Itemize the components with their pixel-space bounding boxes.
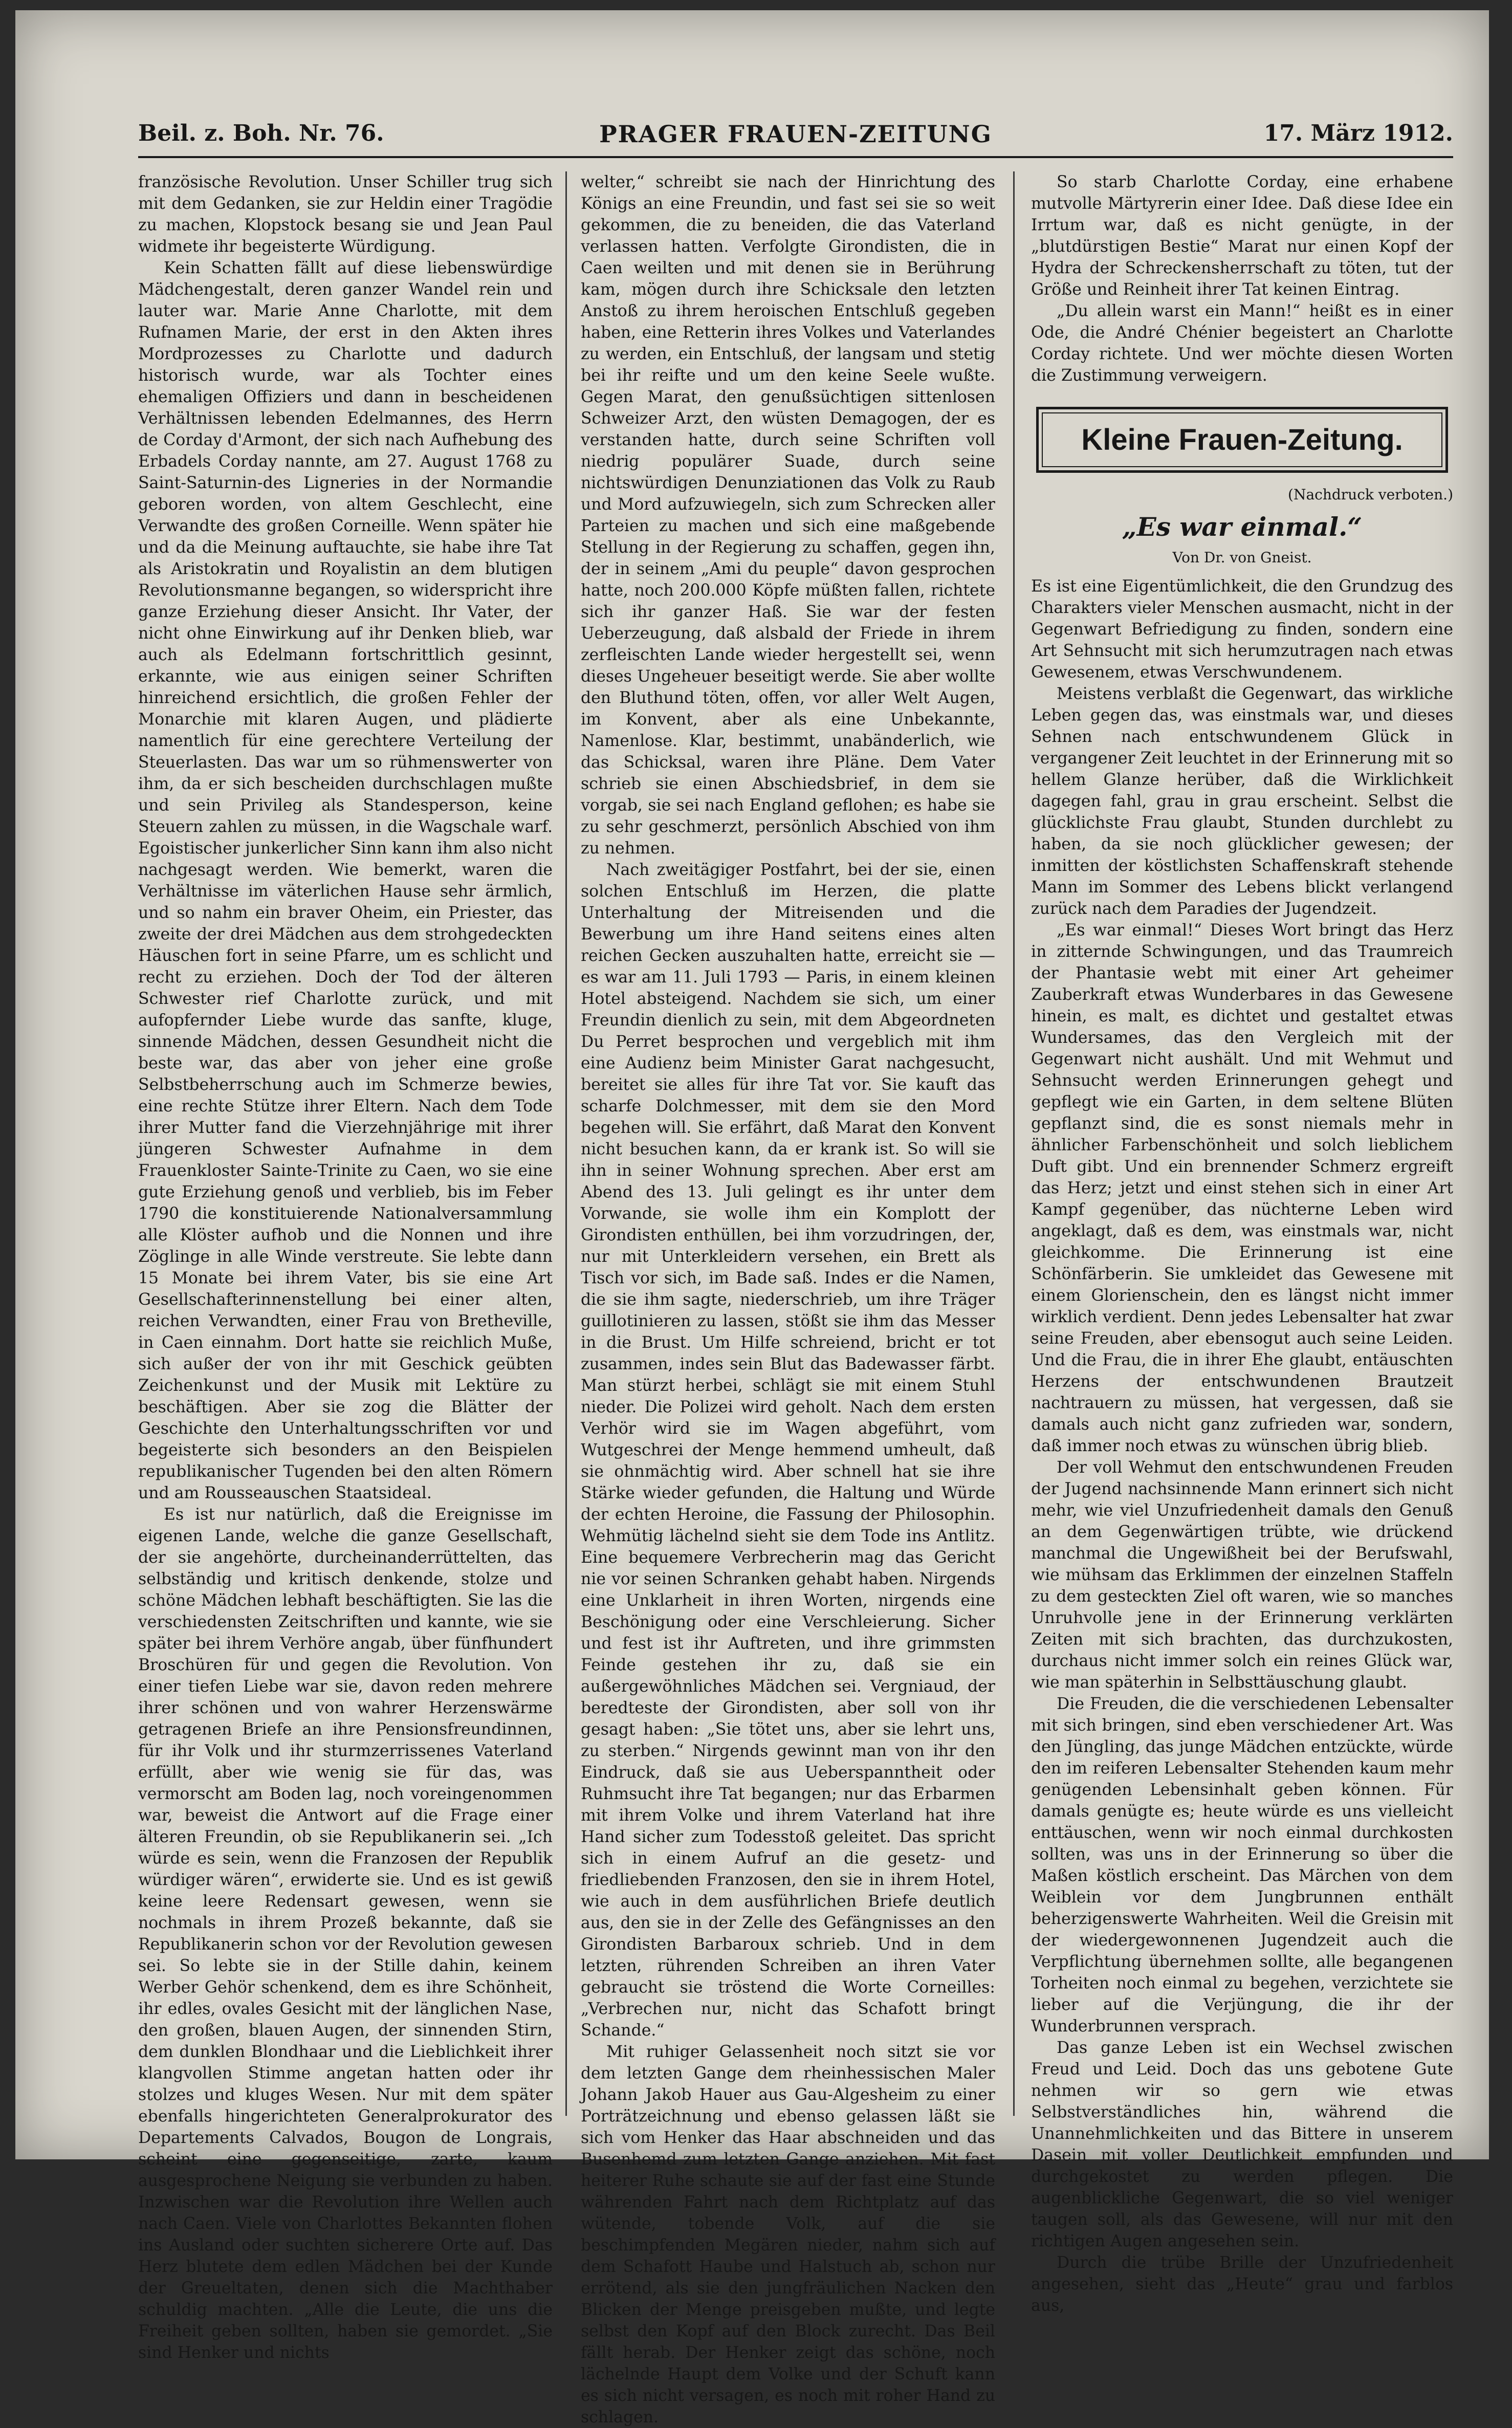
paragraph: französische Revolution. Unser Schiller trug sich mit dem Gedanken, sie zur Heldin einer Tragödie zu machen, Klopstock besang sie und Jean Paul widmete ihr begeisterte Würdigung. <box>138 173 553 256</box>
paragraph: Das ganze Leben ist ein Wechsel zwischen Freud und Leid. Doch das uns gebotene Gute nehmen wir so gern wie etwas Selbstverständliches hin, während die Unannehmlichkeiten und das Bittere in unserem Dasein mit voller Deutlichkeit empfunden und durchgekostet zu werden pflegen. Die augenblickliche Gegenwart, die so viel weniger taugen soll, als das Gewesene, will nur mit den richtigen Augen angesehen sein. <box>1031 2039 1453 2250</box>
paragraph: Die Freuden, die die verschiedenen Lebensalter mit sich bringen, sind eben verschiedener Art. Was den Jüngling, das junge Mädchen entzückte, würde den im reiferen Lebensalter Stehenden kaum mehr genügenden Lebensinhalt geben können. Für damals genügte es; heute würde es uns vielleicht enttäuschen, wenn wir noch einmal durchkosten sollten, was uns in der Erinnerung so über die Maßen köstlich erscheint. Das Märchen von dem Weiblein vor dem Jungbrunnen enthält beherzigenswerte Wahrheiten. Weil die Greisin mit der wiedergewonnenen Jugendzeit auch die Verpflichtung übernehmen sollte, alle begangenen Torheiten noch einmal zu begehen, verzichtete sie lieber auf die Verjüngung, die ihr der Wunderbrunnen versprach. <box>1031 1695 1453 2036</box>
article-author: Von Dr. von Gneist. <box>1172 549 1312 566</box>
paragraph: Meistens verblaßt die Gegenwart, das wirkliche Leben gegen das, was einstmals war, und dieses Sehnen nach entschwundenem Glück in vergangener Zeit leuchtet in der Erinnerung mit so hellem Glanze herüber, daß die Wirklichkeit dagegen fahl, grau in grau erscheint. Selbst die glücklichste Frau glaubt, Stunden durchlebt zu haben, da sie noch glücklicher gewesen; der inmitten der köstlichsten Schaffenskraft stehende Mann im Sommer des Lebens blickt verlangend zurück nach dem Paradies der Jugendzeit. <box>1031 685 1453 918</box>
paragraph: Kein Schatten fällt auf diese liebenswürdige Mädchengestalt, deren ganzer Wandel rein und lauter war. Marie Anne Charlotte, mit dem Rufnamen Marie, der erst in den Akten ihres Mordprozesses zu Charlotte und dadurch historisch wurde, war als Tochter eines ehemaligen Offiziers und dann in bescheidenen Verhältnissen lebenden Edelmannes, des Herrn de Corday d'Armont, der sich nach Aufhebung des Erbadels Corday nannte, am 27. August 1768 zu Saint-Saturnin-des Ligneries in der Normandie geboren worden, von altem Geschlecht, eine Verwandte des großen Corneille. Wenn später hie und da die Meinung auftauchte, sie habe ihre Tat als Aristokratin und Royalistin an dem blutigen Revolutionsmanne begangen, so widerspricht ihre ganze Erziehung dieser Ansicht. Ihr Vater, der nicht ohne Einwirkung auf ihr Denken blieb, war auch als Edelmann fortschrittlich gesinnt, erkannte, wie aus einigen seiner Schriften hinreichend ersichtlich, die großen Fehler der Monarchie mit klaren Augen, und plädierte namentlich für eine gerechtere Verteilung der Steuerlasten. Das war um so rühmenswerter von ihm, da er sich bescheiden durchschlagen mußte und sein Privileg als Standesperson, keine Steuern zahlen zu müssen, in die Wagschale warf. Egoistischer junkerlicher Sinn kann ihm also nicht nachgesagt werden. Wie bemerkt, waren die Verhältnisse im väterlichen Hause sehr ärmlich, und so nahm ein braver Oheim, ein Priester, das zweite der drei Mädchen aus dem strohgedeckten Häuschen fort in seine Pfarre, um es schlicht und recht zu erziehen. Doch der Tod der älteren Schwester rief Charlotte zurück, und mit aufopfernder Liebe wurde das sanfte, kluge, sinnende Mädchen, dessen Gesundheit nicht die beste war, das aber von jeher eine große Selbstbeherrschung auch im Schmerze bewies, eine rechte Stütze ihrer Eltern. Nach dem Tode ihrer Mutter fand die Vierzehnjährige mit ihrer jüngeren Schwester Aufnahme in dem Frauenkloster Sainte-Trinite zu Caen, wo sie eine gute Erziehung genoß und verblieb, bis im Feber 1790 die konstituierende Nationalversammlung alle Klöster aufhob und die Nonnen und ihre Zöglinge in alle Winde verstreute. Sie lebte dann 15 Monate bei ihrem Vater, bis sie eine Art Gesellschafterinnenstellung bei einer alten, reichen Verwandten, einer Frau von Bretheville, in Caen einnahm. Dort hatte sie reichlich Muße, sich außer der von ihr mit Geschick geübten Zeichenkunst und der Musik mit Lektüre zu beschäftigen. Aber sie zog die Blätter der Geschichte den Unterhaltungsschriften vor und begeisterte sich besonders an den Beispielen republikanischer Tugenden bei den alten Römern und am Rousseauschen Staatsideal. <box>138 259 553 1502</box>
paragraph: „Du allein warst ein Mann!“ heißt es in einer Ode, die André Chénier begeistert an Charlotte Corday richtete. Und wer möchte diesen Worten die Zustimmung verweigern. <box>1031 302 1453 385</box>
paragraph: Nach zweitägiger Postfahrt, bei der sie, einen solchen Entschluß im Herzen, die platte Unterhaltung der Mitreisenden und die Bewerbung um ihre Hand seitens eines alten reichen Gecken auszuhalten hatte, erreicht sie — es war am 11. Juli 1793 — Paris, in einem kleinen Hotel absteigend. Nachdem sie sich, um einer Freundin dienlich zu sein, mit dem Abgeordneten Du Perret besprochen und vergeblich mit ihm eine Audienz beim Minister Garat nachgesucht, bereitet sie alles für ihre Tat vor. Sie kauft das scharfe Dolchmesser, mit dem sie den Mord begehen will. Sie erfährt, daß Marat den Konvent nicht besuchen kann, da er krank ist. So will sie ihn in seiner Wohnung sprechen. Aber erst am Abend des 13. Juli gelingt es ihr unter dem Vorwande, sie wolle ihm ein Komplott der Girondisten enthüllen, bei ihm vorzudringen, der, nur mit Unterkleidern versehen, ein Brett als Tisch vor sich, im Bade saß. Indes er die Namen, die sie ihm sagte, niederschrieb, um ihre Träger guillotinieren zu lassen, stößt sie ihm das Messer in die Brust. Um Hilfe schreiend, bricht er tot zusammen, indes sein Blut das Badewasser färbt. Man stürzt herbei, schlägt sie mit einem Stuhl nieder. Die Polizei wird geholt. Nach dem ersten Verhör wird sie im Wagen abgeführt, vom Wutgeschrei der Menge hemmend umheult, daß sie ohnmächtig wird. Aber schnell hat sie ihre Stärke wieder gefunden, die Haltung und Würde der echten Heroine, die Fassung der Philosophin. Wehmütig lächelnd sieht sie dem Tode ins Antlitz. Eine bequemere Verbrecherin mag das Gericht nie vor seinen Schranken gehabt haben. Nirgends eine Unklarheit in ihren Worten, nirgends eine Beschönigung oder eine Verschleierung. Sicher und fest ist ihr Auftreten, und ihre grimmsten Feinde gestehen ihr zu, daß sie ein außergewöhnliches Mädchen sei. Vergniaud, der beredteste der Girondisten, aber soll von ihr gesagt haben: „Sie tötet uns, aber sie lehrt uns, zu sterben.“ Nirgends gewinnt man von ihr den Eindruck, daß sie aus Ueberspanntheit oder Ruhmsucht ihre Tat begangen; nur das Erbarmen mit ihrem Volke und ihrem Vaterland hat ihre Hand sicher zum Todesstoß geleitet. Das spricht sich in einem Aufruf an die gesetz- und friedliebenden Franzosen, den sie in ihrem Hotel, wie auch in dem ausführlichen Briefe deutlich aus, den sie in der Zelle des Gefängnisses an den Girondisten Barbaroux schrieb. Und in dem letzten, rührenden Schreiben an ihren Vater gebraucht sie tröstend die Worte Corneilles: „Verbrechen nur, nicht das Schafott bringt Schande.“ <box>581 861 995 2040</box>
paragraph: Es ist eine Eigentümlichkeit, die den Grundzug des Charakters vieler Menschen ausmacht, nicht in der Gegenwart Befriedigung zu finden, sondern eine Art Sehnsucht mit sich herumzutragen nach etwas Gewesenem, etwas Verschwundenem. <box>1031 577 1453 682</box>
issue-number: Beil. z. Boh. Nr. 76. <box>138 120 384 146</box>
column-rule <box>565 171 567 2116</box>
paragraph: Durch die trübe Brille der Unzufriedenheit angesehen, sieht das „Heute“ grau und farblos aus, <box>1031 2254 1453 2315</box>
paragraph: welter,“ schreibt sie nach der Hinrichtung des Königs an eine Freundin, und fast sei sie so weit gekommen, die zu beneiden, die das Vaterland verlassen hatten. Verfolgte Girondisten, die in Caen weilten und mit denen sie in Berührung kam, mögen durch ihre Schicksale den letzten Anstoß zu ihrem heroischen Entschluß gegeben haben, eine Retterin ihres Volkes und Vaterlandes zu werden, ein Entschluß, der langsam und stetig bei ihr reifte und um den keine Seele wußte. Gegen Marat, den genußsüchtigen sittenlosen Schweizer Arzt, den wüsten Demagogen, der es verstanden hatte, durch seine Schriften voll niedrig populärer Suade, durch seine nichtswürdigen Denunziationen das Volk zu Raub und Mord aufzuwiegeln, sich zum Schrecken aller Parteien zu machen und sich eine maßgebende Stellung in der Regierung zu schaffen, gegen ihn, der in seinem „Ami du peuple“ davon gesprochen hatte, noch 200.000 Köpfe müßten fallen, richtete sich ihr ganzer Haß. Sie war der festen Ueberzeugung, daß alsbald der Friede in ihrem zerfleischten Lande wieder hergestellt sei, wenn dieses Ungeheuer beseitigt werde. Sie aber wollte den Bluthund töten, offen, vor aller Welt Augen, im Konvent, aber als eine Unbekannte, Namenlose. Klar, bestimmt, unabänderlich, wie das Schicksal, waren ihre Pläne. Dem Vater schrieb sie einen Abschiedsbrief, in dem sie vorgab, sie sei nach England geflohen; es habe sie zu sehr geschmerzt, persönlich Abschied von ihm zu nehmen. <box>581 173 995 858</box>
masthead-title: PRAGER FRAUEN-ZEITUNG <box>599 120 992 148</box>
paragraph: Es ist nur natürlich, daß die Ereignisse im eigenen Lande, welche die ganze Gesellschaft, der sie angehörte, durcheinanderrüttelten, das selbständig und kritisch denkende, stolze und schöne Mädchen lebhaft beschäftigten. Sie las die verschiedensten Zeitschriften und kannte, wie sie später bei ihrem Verhöre angab, über fünfhundert Broschüren für und gegen die Revolution. Von einer tiefen Liebe war sie, davon reden mehrere ihrer schönen und von wahrer Herzenswärme getragenen Briefe an ihre Pensionsfreundinnen, für ihr Volk und ihr sturmzerrissenes Vaterland erfüllt, aber wie wenig sie für das, was vermorscht am Boden lag, noch voreingenommen war, beweist die Antwort auf die Frage einer älteren Freundin, ob sie Republikanerin sei. „Ich würde es sein, wenn die Franzosen der Republik würdiger wären“, erwiderte sie. Und es ist gewiß keine leere Redensart gewesen, wenn sie nochmals in ihrem Prozeß bekannte, daß sie Republikanerin schon vor der Revolution gewesen sei. So lebte sie in der Stille dahin, keinem Werber Gehör schenkend, dem es ihre Schönheit, ihr edles, ovales Gesicht mit der länglichen Nase, den großen, blauen Augen, der sinnenden Stirn, dem dunklen Blondhaar und die Lieblichkeit ihrer klangvollen Stimme angetan hatten oder ihr stolzes und kluges Wesen. Nur mit dem später ebenfalls hingerichteten Generalprokurator des Departements Calvados, Bougon de Longrais, scheint eine gegenseitige, zarte, kaum ausgesprochene Neigung sie verbunden zu haben. Inzwischen war die Revolution ihre Wellen auch nach Caen. Viele von Charlottes Bekannten flohen ins Ausland oder suchten sicherere Orte auf. Das Herz blutete dem edlen Mädchen bei der Kunde der Greueltaten, denen sich die Machthaber schuldig machten. „Alle die Leute, die uns die Freiheit geben sollten, haben sie gemordet. „Sie sind Henker und nichts <box>138 1505 553 2362</box>
paragraph: Der voll Wehmut den entschwundenen Freuden der Jugend nachsinnende Mann erinnert sich nicht mehr, wie viel Unzufriedenheit damals den Genuß an dem Gegenwärtigen trübte, wie drückend manchmal die Ungewißheit bei der Berufswahl, wie mühsam das Erklimmen der einzelnen Staffeln zu dem gesteckten Ziel oft waren, wie so manches Unruhvolle jene in der Erinnerung verklärten Zeiten mit sich brachten, das durchzukosten, durchaus nicht immer solch ein reines Glück war, wie man späterhin in Selbsttäuschung glaubt. <box>1031 1458 1453 1692</box>
column-2 <box>581 171 995 2426</box>
section-title-box <box>1036 407 1448 473</box>
article-title: „Es war einmal.“ <box>1122 512 1363 542</box>
paragraph: „Es war einmal!“ Dieses Wort bringt das Herz in zitternde Schwingungen, und das Traumreich der Phantasie webt mit einer Art geheimer Zauberkraft etwas Wunderbares in das Gewesene hinein, es malt, es dichtet und gestaltet etwas Wundersames, das den Vergleich mit der Gegenwart nicht aushält. Und mit Wehmut und Sehnsucht werden Erinnerungen gehegt und gepflegt wie ein Garten, in dem seltene Blüten gepflanzt sind, die es sonst niemals mehr in ähnlicher Farbenschönheit und solch lieblichem Duft gibt. Und ein brennender Schmerz ergreift das Herz; jetzt und einst stehen sich in einer Art Kampf gegenüber, das nüchterne Leben wird angeklagt, daß es dem, was einstmals war, nicht gleichkomme. Die Erinnerung ist eine Schönfärberin. Sie umkleidet das Gewesene mit einem Glorienschein, den es längst nicht immer wirklich verdient. Denn jedes Lebensalter hat zwar seine Freuden, aber ebensogut auch seine Leiden. Und die Frau, die in ihrer Ehe glaubt, entäuschten Herzens der entschwundenen Brautzeit nachtrauern zu müssen, hat vergessen, daß sie damals auch nicht ganz zufrieden war, sondern, daß immer noch etwas zu wünschen übrig blieb. <box>1031 921 1453 1455</box>
paragraph: So starb Charlotte Corday, eine erhabene mutvolle Märtyrerin einer Idee. Daß diese Idee ein Irrtum war, daß es nicht genügte, in der „blutdürstigen Bestie“ Marat nur einen Kopf der Hydra der Schreckensherrschaft zu töten, tut der Größe und Reinheit ihrer Tat keinen Eintrag. <box>1031 173 1453 299</box>
issue-date: 17. März 1912. <box>1263 120 1453 146</box>
page-header <box>138 120 1453 158</box>
column-1 <box>138 171 553 2362</box>
reprint-note: (Nachdruck verboten.) <box>1288 486 1453 503</box>
column-rule <box>1013 171 1015 2116</box>
paragraph: Mit ruhiger Gelassenheit noch sitzt sie vor dem letzten Gange dem rheinhessischen Maler Johann Jakob Hauer aus Gau-Algesheim zu einer Porträtzeichnung und ebenso gelassen läßt sie sich vom Henker das Haar abschneiden und das Busenhemd zum letzten Gange anziehen. Mit fast heiterer Ruhe schaute sie auf der fast eine Stunde währenden Fahrt nach dem Richtplatz auf das wütende, tobende Volk, auf die sie beschimpfenden Megären nieder, nahm sich auf dem Schafott Haube und Halstuch ab, schon nur errötend, als sie den jungfräulichen Nacken den Blicken der Menge preisgeben mußte, und legte selbst den Kopf auf den Block zurecht. Das Beil fällt herab. Der Henker zeigt das schöne, noch lächelnde Haupt dem Volke und der Schuft kann es sich nicht versagen, es noch mit roher Hand zu schlagen. <box>581 2043 995 2426</box>
column-3 <box>1031 171 1453 2315</box>
newspaper-page <box>15 10 1489 2426</box>
section-title: Kleine Frauen-Zeitung. <box>1042 412 1442 467</box>
